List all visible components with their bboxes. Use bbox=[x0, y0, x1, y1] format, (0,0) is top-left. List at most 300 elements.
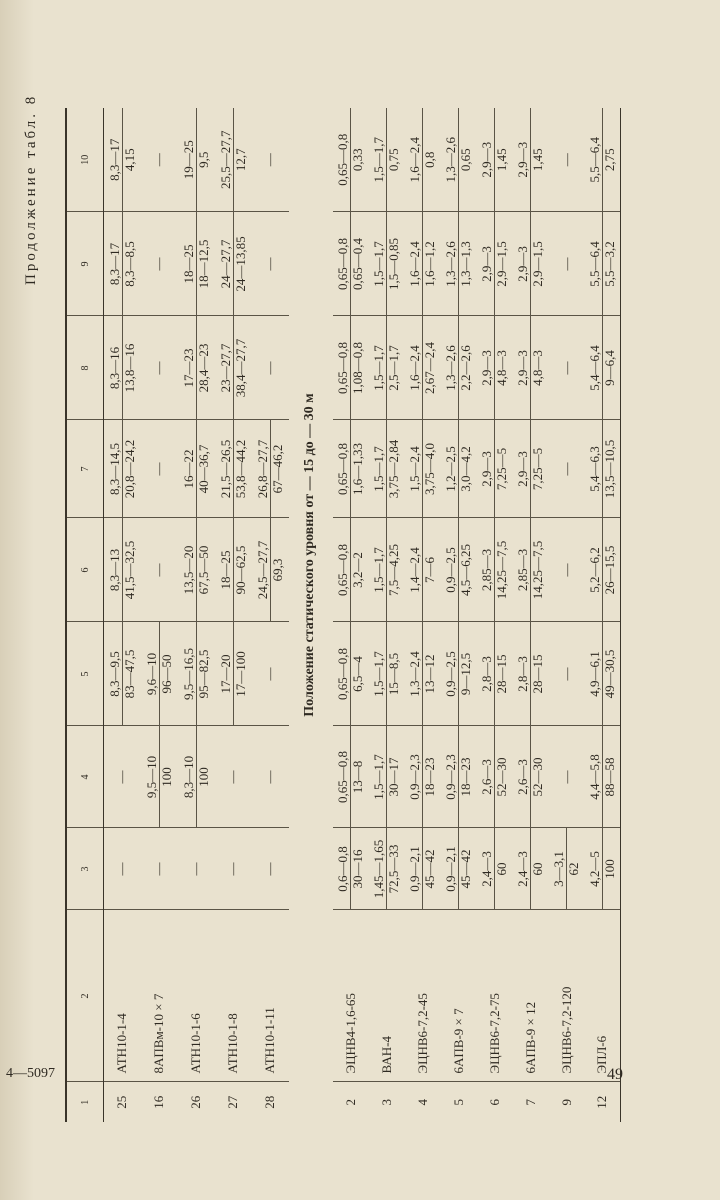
table-row bbox=[215, 108, 252, 1122]
value-cell bbox=[333, 212, 369, 316]
cell-value: 62 bbox=[566, 829, 581, 910]
cell-value: 0,65—0,8 bbox=[335, 544, 350, 596]
value-cell bbox=[477, 108, 513, 212]
cell-value: 1,4—2,4 bbox=[407, 547, 422, 593]
value-cell bbox=[369, 828, 405, 910]
value-cell bbox=[215, 518, 252, 622]
value-cell bbox=[215, 622, 252, 726]
cell-value: 1,6—2,4 bbox=[407, 241, 422, 287]
value-cell bbox=[477, 828, 513, 910]
cell-value: 95—82,5 bbox=[196, 623, 211, 726]
group-2-rows bbox=[333, 108, 621, 1122]
value-cell bbox=[178, 726, 215, 828]
cell-value: 1,45—1,65 bbox=[371, 839, 386, 899]
table-row bbox=[104, 108, 141, 1122]
cell-value: 1,5—1,7 bbox=[371, 241, 386, 287]
print-code: 4—5097 bbox=[6, 1066, 55, 1081]
cell-value: 18—25 bbox=[180, 244, 196, 284]
value-cell bbox=[104, 726, 141, 828]
cell-value: — bbox=[558, 563, 574, 577]
cell-value: 1,08—0,8 bbox=[350, 317, 365, 420]
value-cell bbox=[141, 108, 178, 212]
row-number: 12 bbox=[585, 1082, 621, 1122]
cell-value: 2,9—3 bbox=[479, 141, 494, 178]
cell-value: — bbox=[151, 462, 166, 476]
value-cell bbox=[585, 726, 621, 828]
value-cell bbox=[252, 212, 289, 316]
value-cell bbox=[477, 622, 513, 726]
row-number: 25 bbox=[114, 1095, 130, 1109]
data-table bbox=[65, 108, 621, 1122]
value-cell bbox=[477, 212, 513, 316]
cell-value: 4,8—3 bbox=[494, 317, 509, 420]
cell-value: 45—42 bbox=[458, 829, 473, 910]
value-cell bbox=[549, 420, 585, 518]
value-cell bbox=[141, 518, 178, 622]
cell-value: 8,3—8,5 bbox=[122, 213, 137, 316]
pump-name: ЭПЛ-6 bbox=[585, 910, 621, 1082]
pump-name: 6АПВ-9 × 12 bbox=[513, 910, 549, 1082]
table-row bbox=[585, 108, 621, 1122]
cell-value: 13—8 bbox=[350, 727, 365, 828]
cell-value: — bbox=[114, 862, 130, 876]
cell-value: 2,9—3 bbox=[515, 350, 530, 386]
value-cell bbox=[585, 212, 621, 316]
value-cell bbox=[441, 316, 477, 420]
value-cell bbox=[405, 108, 441, 212]
cell-value: 4,5—6,25 bbox=[458, 519, 473, 622]
value-cell bbox=[333, 622, 369, 726]
cell-value: 0,65—0,8 bbox=[335, 751, 350, 803]
cell-value: — bbox=[262, 770, 277, 784]
cell-value: 0,75 bbox=[386, 108, 401, 212]
row-number: 28 bbox=[262, 1095, 277, 1109]
cell-value: 1,5—1,7 bbox=[371, 446, 386, 492]
cell-value: — bbox=[262, 153, 277, 167]
cell-value: 9—12,5 bbox=[458, 623, 473, 726]
continuation-title: Продолжение табл. 8 bbox=[23, 93, 39, 285]
group-1-rows bbox=[104, 108, 289, 1122]
pump-name: 6АПВ-9 × 7 bbox=[441, 910, 477, 1082]
cell-value: 14,25—7,5 bbox=[530, 519, 545, 622]
cell-value: 52—30 bbox=[530, 727, 545, 828]
cell-value: 17—23 bbox=[180, 348, 196, 388]
value-cell bbox=[178, 622, 215, 726]
value-cell bbox=[585, 316, 621, 420]
value-cell bbox=[141, 316, 178, 420]
value-cell bbox=[513, 212, 549, 316]
value-cell bbox=[141, 726, 178, 828]
value-cell bbox=[441, 420, 477, 518]
value-cell bbox=[104, 622, 141, 726]
value-cell bbox=[441, 622, 477, 726]
cell-value: 60 bbox=[530, 829, 545, 910]
cell-value: 3,75—4,0 bbox=[422, 421, 437, 518]
cell-value: 1,6—2,4 bbox=[407, 345, 422, 391]
cell-value: 0,9—2,3 bbox=[407, 754, 422, 800]
cell-value: — bbox=[225, 770, 240, 784]
cell-value: 60 bbox=[494, 829, 509, 910]
pump-name: ЭЦНВ6-7,2-45 bbox=[405, 910, 441, 1082]
cell-value: 23—27,7 bbox=[217, 343, 233, 393]
cell-value: — bbox=[114, 770, 130, 784]
value-cell bbox=[215, 420, 252, 518]
row-number: 7 bbox=[522, 1099, 538, 1106]
value-cell bbox=[252, 518, 289, 622]
value-cell bbox=[369, 622, 405, 726]
cell-value: 9,5 bbox=[196, 108, 211, 212]
cell-value: 7,5—4,25 bbox=[386, 519, 401, 622]
cell-value: 21,5—26,5 bbox=[217, 439, 233, 499]
cell-value: 2,75 bbox=[602, 108, 617, 212]
pump-name: ЭЦНВ6-7,2-75 bbox=[477, 910, 513, 1082]
value-cell bbox=[369, 420, 405, 518]
cell-value: 5,4—6,3 bbox=[586, 446, 602, 492]
cell-value: 2,2—2,6 bbox=[458, 317, 473, 420]
row-number: 6 bbox=[486, 1099, 502, 1106]
cell-value: 28—15 bbox=[494, 623, 509, 726]
cell-value: 8,3—17 bbox=[106, 242, 122, 286]
cell-value: 18—12,5 bbox=[196, 213, 211, 316]
cell-value: 8,3—17 bbox=[106, 138, 122, 181]
cell-value: 52—30 bbox=[494, 727, 509, 828]
value-cell bbox=[477, 726, 513, 828]
cell-value: 2,9—3 bbox=[515, 246, 530, 282]
value-cell bbox=[585, 518, 621, 622]
cell-value: 1,3—2,6 bbox=[443, 137, 458, 183]
cell-value: 4,8—3 bbox=[530, 317, 545, 420]
cell-value: — bbox=[262, 361, 277, 375]
cell-value: 3,2—2 bbox=[350, 519, 365, 622]
cell-value: 1,6—1,33 bbox=[350, 421, 365, 518]
cell-value: 7,25—5 bbox=[494, 421, 509, 518]
value-cell bbox=[549, 212, 585, 316]
value-cell bbox=[477, 420, 513, 518]
value-cell bbox=[405, 518, 441, 622]
pump-name: ВАН-4 bbox=[369, 910, 405, 1082]
row-number: 16 bbox=[151, 1095, 166, 1109]
value-cell bbox=[104, 420, 141, 518]
col-header: 6 bbox=[66, 518, 104, 622]
value-cell bbox=[252, 828, 289, 910]
cell-value: 5,2—6,2 bbox=[586, 547, 602, 593]
cell-value: 2,9—1,5 bbox=[494, 213, 509, 316]
cell-value: 2,9—1,5 bbox=[530, 213, 545, 316]
cell-value: 26,8—27,7 bbox=[254, 439, 270, 499]
cell-value: 0,6—0,8 bbox=[335, 846, 350, 892]
value-cell bbox=[405, 316, 441, 420]
value-cell bbox=[252, 622, 289, 726]
value-cell bbox=[405, 622, 441, 726]
value-cell bbox=[369, 108, 405, 212]
cell-value: 17—100 bbox=[233, 623, 248, 726]
cell-value: 8,3—16 bbox=[106, 346, 122, 390]
pump-name: АТН10-1-4 bbox=[104, 910, 141, 1082]
cell-value: 8,3—13 bbox=[106, 548, 122, 592]
cell-value: 16—22 bbox=[180, 449, 196, 489]
cell-value: 0,65—0,4 bbox=[350, 213, 365, 316]
cell-value: 3,75—2,84 bbox=[386, 421, 401, 518]
pump-name: ЭЦНВ6-7,2-120 bbox=[549, 910, 585, 1082]
value-cell bbox=[104, 518, 141, 622]
cell-value: — bbox=[262, 257, 277, 271]
value-cell bbox=[441, 726, 477, 828]
col-header: 1 bbox=[66, 1082, 104, 1122]
pump-name: ЭЦНВ4-1,6-65 bbox=[333, 910, 369, 1082]
value-cell bbox=[333, 316, 369, 420]
cell-value: 0,9—2,5 bbox=[443, 651, 458, 697]
cell-value: 4,15 bbox=[122, 108, 137, 212]
col-header: 2 bbox=[66, 910, 104, 1082]
cell-value: 2,67—2,4 bbox=[422, 317, 437, 420]
page-number: 49 bbox=[607, 1066, 623, 1083]
value-cell bbox=[513, 828, 549, 910]
cell-value: — bbox=[558, 667, 574, 681]
cell-value: — bbox=[558, 361, 574, 375]
cell-value: 7,25—5 bbox=[530, 421, 545, 518]
table-row bbox=[369, 108, 405, 1122]
value-cell bbox=[513, 316, 549, 420]
value-cell bbox=[585, 108, 621, 212]
cell-value: 2,5—1,7 bbox=[386, 317, 401, 420]
value-cell bbox=[333, 828, 369, 910]
cell-value: — bbox=[558, 462, 574, 476]
value-cell bbox=[104, 828, 141, 910]
cell-value: 9,6—10 bbox=[143, 652, 159, 696]
cell-value: 41,5—32,5 bbox=[122, 519, 137, 622]
cell-value: 1,5—2,4 bbox=[407, 446, 422, 492]
cell-value: 72,5—33 bbox=[386, 829, 401, 910]
cell-value: 28,4—23 bbox=[196, 317, 211, 420]
value-cell bbox=[178, 316, 215, 420]
cell-value: 0,33 bbox=[350, 108, 365, 212]
cell-value: 26—15,5 bbox=[602, 519, 617, 622]
value-cell bbox=[252, 316, 289, 420]
cell-value: 1,5—1,7 bbox=[371, 547, 386, 593]
section-title: Положение статического уровня от — 15 до — 30 м bbox=[302, 393, 317, 717]
row-number: 27 bbox=[225, 1095, 240, 1109]
cell-value: 100 bbox=[159, 727, 174, 828]
cell-value: 28—15 bbox=[530, 623, 545, 726]
cell-value: 67—46,2 bbox=[270, 421, 285, 518]
cell-value: 1,5—1,7 bbox=[371, 651, 386, 697]
value-cell bbox=[252, 108, 289, 212]
value-cell bbox=[405, 420, 441, 518]
col-header: 3 bbox=[66, 828, 104, 910]
value-cell bbox=[477, 518, 513, 622]
row-number: 3 bbox=[378, 1099, 394, 1106]
header-row bbox=[66, 108, 104, 1122]
cell-value: 96—50 bbox=[159, 623, 174, 726]
section-spacer bbox=[289, 108, 333, 1122]
value-cell bbox=[441, 212, 477, 316]
table-row bbox=[178, 108, 215, 1122]
cell-value: 1,5—1,7 bbox=[371, 137, 386, 183]
cell-value: 0,65—0,8 bbox=[335, 133, 350, 186]
pump-name: АТН10-1-6 bbox=[178, 910, 215, 1082]
cell-value: 0,9—2,3 bbox=[443, 754, 458, 800]
cell-value: 2,4—3 bbox=[515, 851, 530, 887]
cell-value: 0,65—0,8 bbox=[335, 443, 350, 495]
cell-value: 8,3—14,5 bbox=[106, 443, 122, 495]
row-number: 9 bbox=[558, 1099, 574, 1106]
cell-value: — bbox=[262, 667, 277, 681]
cell-value: 19—25 bbox=[180, 140, 196, 180]
value-cell bbox=[252, 420, 289, 518]
cell-value: 0,65—0,8 bbox=[335, 342, 350, 394]
cell-value: 2,9—3 bbox=[479, 451, 494, 487]
cell-value: 8,3—10 bbox=[180, 755, 196, 799]
table-row bbox=[477, 108, 513, 1122]
cell-value: 2,8—3 bbox=[479, 656, 494, 692]
cell-value: — bbox=[262, 862, 277, 876]
value-cell bbox=[215, 726, 252, 828]
cell-value: 9,5—10 bbox=[143, 755, 159, 799]
value-cell bbox=[549, 518, 585, 622]
cell-value: 1,3—2,4 bbox=[407, 651, 422, 697]
cell-value: 1,5—1,7 bbox=[371, 345, 386, 391]
cell-value: 1,3—2,6 bbox=[443, 345, 458, 391]
value-cell bbox=[178, 828, 215, 910]
cell-value: 0,9—2,5 bbox=[443, 547, 458, 593]
section-gap bbox=[289, 108, 333, 1122]
table-row bbox=[252, 108, 289, 1122]
cell-value: 5,5—3,2 bbox=[602, 213, 617, 316]
cell-value: 0,8 bbox=[422, 108, 437, 212]
value-cell bbox=[215, 828, 252, 910]
cell-value: 9—6,4 bbox=[602, 317, 617, 420]
value-cell bbox=[333, 420, 369, 518]
cell-value: 45—42 bbox=[422, 829, 437, 910]
cell-value: 0,9—2,1 bbox=[443, 846, 458, 892]
cell-value: 5,4—6,4 bbox=[586, 345, 602, 391]
cell-value: 15—8,5 bbox=[386, 623, 401, 726]
cell-value: 1,45 bbox=[530, 108, 545, 212]
value-cell bbox=[585, 622, 621, 726]
value-cell bbox=[585, 828, 621, 910]
value-cell bbox=[513, 518, 549, 622]
value-cell bbox=[369, 212, 405, 316]
cell-value: 18—25 bbox=[217, 550, 233, 590]
table-row bbox=[549, 108, 585, 1122]
cell-value: 18—23 bbox=[422, 727, 437, 828]
cell-value: 3,0—4,2 bbox=[458, 421, 473, 518]
cell-value: 25,5—27,7 bbox=[217, 130, 233, 189]
value-cell bbox=[178, 212, 215, 316]
value-cell bbox=[141, 212, 178, 316]
cell-value: 13,5—20 bbox=[180, 545, 196, 595]
value-cell bbox=[178, 420, 215, 518]
value-cell bbox=[369, 316, 405, 420]
cell-value: 1,5—0,85 bbox=[386, 213, 401, 316]
cell-value: 2,6—3 bbox=[515, 759, 530, 795]
value-cell bbox=[141, 622, 178, 726]
table-row bbox=[513, 108, 549, 1122]
value-cell bbox=[477, 316, 513, 420]
cell-value: 83—47,5 bbox=[122, 623, 137, 726]
col-header: 9 bbox=[66, 212, 104, 316]
cell-value: 1,2—2,5 bbox=[443, 446, 458, 492]
value-cell bbox=[441, 108, 477, 212]
cell-value: 2,85—3 bbox=[479, 548, 494, 592]
cell-value: 13,8—16 bbox=[122, 317, 137, 420]
cell-value: 100 bbox=[602, 829, 617, 910]
cell-value: 3—3,1 bbox=[551, 851, 566, 887]
cell-value: 69,3 bbox=[270, 519, 285, 622]
cell-value: 2,9—3 bbox=[515, 451, 530, 487]
cell-value: 1,45 bbox=[494, 108, 509, 212]
row-number: 26 bbox=[188, 1095, 203, 1109]
cell-value: 0,9—2,1 bbox=[407, 846, 422, 892]
cell-value: 100 bbox=[196, 727, 211, 828]
cell-value: 0,65—0,8 bbox=[335, 238, 350, 290]
cell-value: — bbox=[151, 153, 166, 167]
cell-value: 1,6—2,4 bbox=[407, 137, 422, 183]
value-cell bbox=[104, 316, 141, 420]
value-cell bbox=[215, 108, 252, 212]
value-cell bbox=[178, 108, 215, 212]
value-cell bbox=[405, 828, 441, 910]
cell-value: 2,9—3 bbox=[479, 350, 494, 386]
value-cell bbox=[441, 828, 477, 910]
cell-value: 7—6 bbox=[422, 519, 437, 622]
col-header: 5 bbox=[66, 622, 104, 726]
cell-value: 4,4—5,8 bbox=[586, 754, 602, 800]
cell-value: — bbox=[188, 862, 203, 876]
value-cell bbox=[215, 212, 252, 316]
value-cell bbox=[549, 108, 585, 212]
cell-value: 1,3—2,6 bbox=[443, 241, 458, 287]
col-header: 7 bbox=[66, 420, 104, 518]
value-cell bbox=[513, 622, 549, 726]
cell-value: 30—16 bbox=[350, 829, 365, 910]
cell-value: 1,3—1,3 bbox=[458, 213, 473, 316]
cell-value: 1,6—1,2 bbox=[422, 213, 437, 316]
value-cell bbox=[104, 212, 141, 316]
cell-value: 30—17 bbox=[386, 727, 401, 828]
value-cell bbox=[369, 518, 405, 622]
cell-value: — bbox=[558, 153, 574, 167]
cell-value: 20,8—24,2 bbox=[122, 421, 137, 518]
value-cell bbox=[513, 420, 549, 518]
cell-value: 67,5—50 bbox=[196, 519, 211, 622]
value-cell bbox=[333, 518, 369, 622]
cell-value: 2,8—3 bbox=[515, 656, 530, 692]
value-cell bbox=[178, 518, 215, 622]
value-cell bbox=[333, 108, 369, 212]
cell-value: 13—12 bbox=[422, 623, 437, 726]
value-cell bbox=[513, 726, 549, 828]
cell-value: 14,25—7,5 bbox=[494, 519, 509, 622]
value-cell bbox=[369, 726, 405, 828]
cell-value: — bbox=[151, 563, 166, 577]
row-number: 4 bbox=[414, 1099, 430, 1106]
pump-name: 8АПВм-10 × 7 bbox=[141, 910, 178, 1082]
value-cell bbox=[104, 108, 141, 212]
cell-value: 2,9—3 bbox=[479, 246, 494, 282]
col-header: 10 bbox=[66, 108, 104, 212]
cell-value: 4,2—5 bbox=[586, 851, 602, 887]
table-row bbox=[405, 108, 441, 1122]
cell-value: 40—36,7 bbox=[196, 421, 211, 518]
value-cell bbox=[141, 420, 178, 518]
cell-value: 5,5—6,4 bbox=[586, 241, 602, 287]
value-cell bbox=[405, 212, 441, 316]
value-cell bbox=[333, 726, 369, 828]
cell-value: 6,5—4 bbox=[350, 623, 365, 726]
cell-value: 12,7 bbox=[233, 108, 248, 212]
value-cell bbox=[549, 622, 585, 726]
